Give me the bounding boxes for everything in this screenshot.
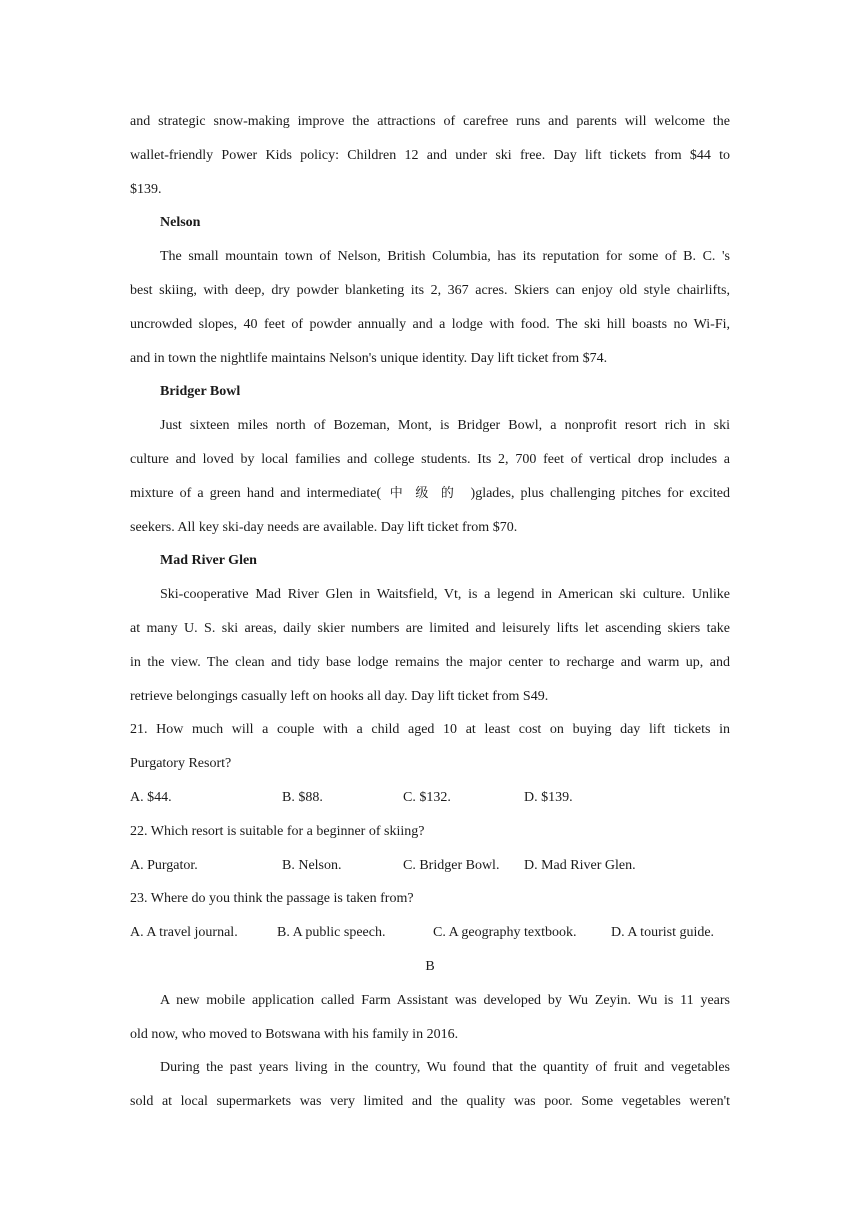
- option-c[interactable]: C. $132.: [403, 789, 451, 805]
- option-d[interactable]: D. $139.: [524, 789, 573, 805]
- paragraph-line: best skiing, with deep, dry powder blanketing its 2, 367 acres. Skiers can enjoy old style chairlifts,: [130, 282, 730, 298]
- paragraph-line: culture and loved by local families and college students. Its 2, 700 feet of vertical drop includes a: [130, 451, 730, 467]
- paragraph-line: and strategic snow-making improve the attractions of carefree runs and parents will welcome the: [130, 114, 730, 129]
- question-22-options: [130, 849, 730, 883]
- paragraph-line: During the past years living in the country, Wu found that the quantity of fruit and vegetables: [160, 1060, 730, 1076]
- paragraph-line: wallet-friendly Power Kids policy: Children 12 and under ski free. Day lift tickets from $44 to: [130, 147, 730, 163]
- paragraph-line: uncrowded slopes, 40 feet of powder annually and a lodge with food. The ski hill boasts no Wi-Fi,: [130, 316, 730, 332]
- question-23-options: [130, 916, 730, 950]
- paragraph-line: $139.: [130, 181, 162, 197]
- paragraph-line: in the view. The clean and tidy base lodge remains the major center to recharge and warm up, and: [130, 654, 730, 670]
- option-c[interactable]: C. Bridger Bowl.: [403, 857, 500, 873]
- paragraph-line: Just sixteen miles north of Bozeman, Mont, is Bridger Bowl, a nonprofit resort rich in ski: [160, 418, 730, 434]
- option-a[interactable]: A. $44.: [130, 789, 172, 805]
- section-heading-nelson: Nelson: [160, 215, 201, 231]
- option-a[interactable]: A. Purgator.: [130, 857, 198, 873]
- section-label-b: B: [425, 958, 435, 974]
- line-text: )glades, plus challenging pitches for excited: [470, 485, 730, 501]
- paragraph-line: sold at local supermarkets was very limited and the quality was poor. Some vegetables weren't: [130, 1094, 730, 1110]
- paragraph-line: retrieve belongings casually left on hooks all day. Day lift ticket from S49.: [130, 688, 549, 704]
- option-b[interactable]: B. Nelson.: [282, 857, 342, 873]
- paragraph-line: [130, 477, 730, 511]
- question-21-options: [130, 781, 730, 815]
- option-b[interactable]: B. A public speech.: [277, 925, 386, 941]
- paragraph-line: The small mountain town of Nelson, British Columbia, has its reputation for some of B. C. 's: [160, 249, 730, 265]
- paragraph-line: seekers. All key ski-day needs are available. Day lift ticket from $70.: [130, 519, 518, 535]
- paragraph-line: Ski-cooperative Mad River Glen in Waitsfield, Vt, is a legend in American ski culture. Unlike: [160, 587, 730, 603]
- question-21-stem: 21. How much will a couple with a child aged 10 at least cost on buying day lift tickets in: [130, 722, 730, 738]
- question-22-stem: 22. Which resort is suitable for a beginner of skiing?: [130, 823, 425, 839]
- question-23-stem: 23. Where do you think the passage is taken from?: [130, 891, 414, 907]
- option-d[interactable]: D. A tourist guide.: [611, 925, 715, 941]
- option-d[interactable]: D. Mad River Glen.: [524, 857, 636, 873]
- option-a[interactable]: A. A travel journal.: [130, 925, 238, 941]
- chinese-gloss: 中级的: [387, 485, 467, 501]
- section-heading-mad-river-glen: Mad River Glen: [160, 553, 257, 569]
- line-text: mixture of a green hand and intermediate(: [130, 485, 382, 501]
- section-heading-bridger-bowl: Bridger Bowl: [160, 384, 241, 400]
- paragraph-line: at many U. S. ski areas, daily skier numbers are limited and leisurely lifts let ascending skiers take: [130, 620, 730, 636]
- option-c[interactable]: C. A geography textbook.: [433, 925, 577, 941]
- paragraph-line: old now, who moved to Botswana with his family in 2016.: [130, 1026, 459, 1042]
- paragraph-line: A new mobile application called Farm Assistant was developed by Wu Zeyin. Wu is 11 years: [160, 992, 730, 1008]
- document-page: [130, 105, 730, 1119]
- question-21-stem-cont: Purgatory Resort?: [130, 756, 232, 772]
- paragraph-line: and in town the nightlife maintains Nelson's unique identity. Day lift ticket from $74.: [130, 350, 608, 366]
- option-b[interactable]: B. $88.: [282, 789, 323, 805]
